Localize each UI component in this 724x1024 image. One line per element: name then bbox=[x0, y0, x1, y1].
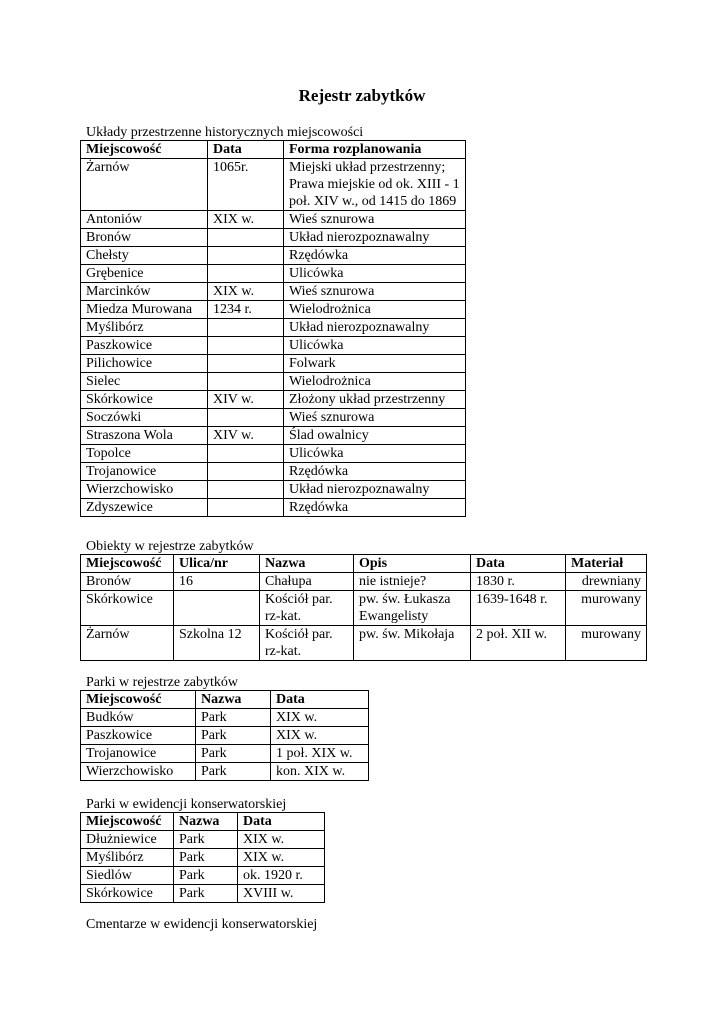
table-cell: 1830 r. bbox=[471, 573, 566, 591]
column-header: Miejscowość bbox=[81, 141, 208, 159]
table-cell: ok. 1920 r. bbox=[238, 867, 325, 885]
table-cell: Straszona Wola bbox=[81, 427, 208, 445]
caption-parki-ewidencja: Parki w ewidencji konserwatorskiej bbox=[86, 797, 287, 812]
table-row bbox=[81, 301, 466, 319]
table-cell: Park bbox=[196, 709, 271, 727]
table-row bbox=[81, 355, 466, 373]
table-cell: Wierzchowisko bbox=[81, 763, 196, 781]
table-cell: XIX w. bbox=[271, 727, 369, 745]
table-parki-ewidencja bbox=[80, 812, 325, 903]
table-cell: Folwark bbox=[284, 355, 466, 373]
table-cell: Antoniów bbox=[81, 211, 208, 229]
table-row bbox=[81, 463, 466, 481]
table-cell: drewniany bbox=[566, 573, 647, 591]
table-cell: Wieś sznurowa bbox=[284, 211, 466, 229]
table-cell: Rzędówka bbox=[284, 247, 466, 265]
table-cell: Skórkowice bbox=[81, 591, 174, 626]
table-cell: Park bbox=[174, 831, 238, 849]
table-cell: Rzędówka bbox=[284, 499, 466, 517]
table-row bbox=[81, 763, 369, 781]
table-row bbox=[81, 391, 466, 409]
table-cell bbox=[208, 229, 284, 247]
table-cell: Chełsty bbox=[81, 247, 208, 265]
table-cell: Żarnów bbox=[81, 626, 174, 661]
table-cell: Pilichowice bbox=[81, 355, 208, 373]
table-cell: 16 bbox=[174, 573, 260, 591]
table-row bbox=[81, 885, 325, 903]
table-cell: Układ nierozpoznawalny bbox=[284, 481, 466, 499]
column-header: Opis bbox=[354, 555, 471, 573]
table-row bbox=[81, 229, 466, 247]
table-cell bbox=[208, 445, 284, 463]
column-header: Data bbox=[471, 555, 566, 573]
table-cell: Park bbox=[174, 885, 238, 903]
table-cell: XVIII w. bbox=[238, 885, 325, 903]
page-title: Rejestr zabytków bbox=[298, 86, 426, 105]
table-cell: Wielodrożnica bbox=[284, 373, 466, 391]
table-cell: Miedza Murowana bbox=[81, 301, 208, 319]
table-cell: Paszkowice bbox=[81, 727, 196, 745]
column-header: Data bbox=[208, 141, 284, 159]
caption-parki-rejestr: Parki w rejestrze zabytków bbox=[86, 675, 238, 690]
table-header-row bbox=[81, 141, 466, 159]
table-row bbox=[81, 247, 466, 265]
column-header: Data bbox=[238, 813, 325, 831]
table-cell: Bronów bbox=[81, 573, 174, 591]
table-cell: XIX w. bbox=[238, 849, 325, 867]
table-row bbox=[81, 727, 369, 745]
table-cell: pw. św. Mikołaja bbox=[354, 626, 471, 661]
table-cell: 1639-1648 r. bbox=[471, 591, 566, 626]
table-cell: Rzędówka bbox=[284, 463, 466, 481]
table-cell: XIX w. bbox=[271, 709, 369, 727]
table-uklady bbox=[80, 140, 466, 517]
table-row bbox=[81, 427, 466, 445]
table-cell: Układ nierozpoznawalny bbox=[284, 319, 466, 337]
table-cell: nie istnieje? bbox=[354, 573, 471, 591]
table-row bbox=[81, 481, 466, 499]
table-cell: Myślibórz bbox=[81, 849, 174, 867]
table-cell: Trojanowice bbox=[81, 745, 196, 763]
column-header: Miejscowość bbox=[81, 813, 174, 831]
table-cell: XIV w. bbox=[208, 391, 284, 409]
table-cell bbox=[208, 337, 284, 355]
table-cell: Wieś sznurowa bbox=[284, 409, 466, 427]
table-row bbox=[81, 591, 647, 626]
table-cell: Wielodrożnica bbox=[284, 301, 466, 319]
caption-cmentarze: Cmentarze w ewidencji konserwatorskiej bbox=[86, 917, 318, 932]
table-row bbox=[81, 373, 466, 391]
table-cell bbox=[208, 247, 284, 265]
table-cell: 1065r. bbox=[208, 159, 284, 211]
table-cell: XIX w. bbox=[238, 831, 325, 849]
table-cell: Budków bbox=[81, 709, 196, 727]
table-row bbox=[81, 849, 325, 867]
table-cell: Marcinków bbox=[81, 283, 208, 301]
table-cell: Miejski układ przestrzenny; Prawa miejskie od ok. XIII - 1 poł. XIV w., od 1415 do 1869 bbox=[284, 159, 466, 211]
table-row bbox=[81, 626, 647, 661]
table-cell: Układ nierozpoznawalny bbox=[284, 229, 466, 247]
table-cell: XIX w. bbox=[208, 211, 284, 229]
table-row bbox=[81, 337, 466, 355]
table-cell: Park bbox=[196, 745, 271, 763]
table-cell: Trojanowice bbox=[81, 463, 208, 481]
table-cell: Szkolna 12 bbox=[174, 626, 260, 661]
table-cell: Wierzchowisko bbox=[81, 481, 208, 499]
table-cell: Park bbox=[196, 727, 271, 745]
table-cell: Ulicówka bbox=[284, 265, 466, 283]
column-header: Ulica/nr bbox=[174, 555, 260, 573]
table-cell: Dłużniewice bbox=[81, 831, 174, 849]
table-cell: murowany bbox=[566, 591, 647, 626]
table-row bbox=[81, 745, 369, 763]
table-row bbox=[81, 283, 466, 301]
column-header: Data bbox=[271, 691, 369, 709]
table-row bbox=[81, 499, 466, 517]
table-cell: Park bbox=[174, 849, 238, 867]
table-cell: murowany bbox=[566, 626, 647, 661]
column-header: Nazwa bbox=[174, 813, 238, 831]
table-cell: Paszkowice bbox=[81, 337, 208, 355]
table-row bbox=[81, 709, 369, 727]
table-cell: Zdyszewice bbox=[81, 499, 208, 517]
table-header-row bbox=[81, 555, 647, 573]
table-cell: Grębenice bbox=[81, 265, 208, 283]
table-cell bbox=[208, 319, 284, 337]
table-cell bbox=[208, 463, 284, 481]
table-cell bbox=[208, 355, 284, 373]
table-cell: Chałupa bbox=[260, 573, 354, 591]
table-cell: XIX w. bbox=[208, 283, 284, 301]
column-header: Nazwa bbox=[196, 691, 271, 709]
table-cell bbox=[208, 373, 284, 391]
column-header: Forma rozplanowania bbox=[284, 141, 466, 159]
table-cell: Kościół par. rz-kat. bbox=[260, 591, 354, 626]
table-cell: Ulicówka bbox=[284, 337, 466, 355]
table-cell: Skórkowice bbox=[81, 885, 174, 903]
table-cell: Topolce bbox=[81, 445, 208, 463]
table-cell: Złożony układ przestrzenny bbox=[284, 391, 466, 409]
table-header-row bbox=[81, 691, 369, 709]
column-header: Nazwa bbox=[260, 555, 354, 573]
table-cell: Ślad owalnicy bbox=[284, 427, 466, 445]
table-cell: 1234 r. bbox=[208, 301, 284, 319]
table-cell: Bronów bbox=[81, 229, 208, 247]
table-cell bbox=[208, 499, 284, 517]
table-cell bbox=[174, 591, 260, 626]
table-cell bbox=[208, 409, 284, 427]
table-row bbox=[81, 573, 647, 591]
table-row bbox=[81, 831, 325, 849]
table-cell: Sielec bbox=[81, 373, 208, 391]
column-header: Miejscowość bbox=[81, 691, 196, 709]
table-cell bbox=[208, 265, 284, 283]
table-row bbox=[81, 265, 466, 283]
caption-uklady: Układy przestrzenne historycznych miejscowości bbox=[86, 125, 364, 140]
column-header: Materiał bbox=[566, 555, 647, 573]
table-cell: Żarnów bbox=[81, 159, 208, 211]
table-cell: 2 poł. XII w. bbox=[471, 626, 566, 661]
table-cell: Myślibórz bbox=[81, 319, 208, 337]
table-cell: Park bbox=[196, 763, 271, 781]
table-cell: XIV w. bbox=[208, 427, 284, 445]
table-cell: Soczówki bbox=[81, 409, 208, 427]
table-parki-rejestr bbox=[80, 690, 369, 781]
table-row bbox=[81, 319, 466, 337]
column-header: Miejscowość bbox=[81, 555, 174, 573]
table-cell: Park bbox=[174, 867, 238, 885]
table-row bbox=[81, 409, 466, 427]
table-row bbox=[81, 445, 466, 463]
table-cell bbox=[208, 481, 284, 499]
table-cell: pw. św. Łukasza Ewangelisty bbox=[354, 591, 471, 626]
table-cell: 1 poł. XIX w. bbox=[271, 745, 369, 763]
table-header-row bbox=[81, 813, 325, 831]
table-cell: kon. XIX w. bbox=[271, 763, 369, 781]
table-cell: Kościół par. rz-kat. bbox=[260, 626, 354, 661]
table-cell: Siedlów bbox=[81, 867, 174, 885]
table-row bbox=[81, 159, 466, 211]
table-row bbox=[81, 867, 325, 885]
table-row bbox=[81, 211, 466, 229]
table-cell: Skórkowice bbox=[81, 391, 208, 409]
table-cell: Ulicówka bbox=[284, 445, 466, 463]
table-obiekty bbox=[80, 554, 647, 661]
table-cell: Wieś sznurowa bbox=[284, 283, 466, 301]
caption-obiekty: Obiekty w rejestrze zabytków bbox=[86, 539, 254, 554]
